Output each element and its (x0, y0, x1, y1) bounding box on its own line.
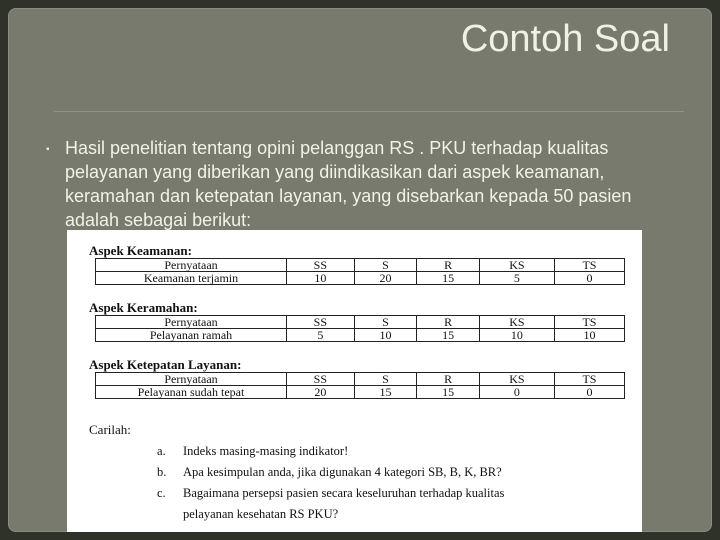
value-cell: 15 (354, 386, 417, 399)
row-label-cell: Keamanan terjamin (96, 272, 287, 285)
table-row (96, 386, 625, 399)
value-cell: 10 (354, 329, 417, 342)
question-item (157, 444, 348, 459)
question-letter: c. (157, 486, 166, 500)
header-cell: R (417, 373, 480, 386)
header-cell: SS (287, 259, 355, 272)
header-cell: KS (479, 373, 554, 386)
table-header-row (96, 316, 625, 329)
table-header-row (96, 373, 625, 386)
header-cell: R (417, 259, 480, 272)
header-cell: Pernyataan (96, 259, 287, 272)
table-row (96, 272, 625, 285)
table-keamanan (95, 258, 625, 285)
question-item (157, 465, 502, 480)
header-cell: KS (479, 259, 554, 272)
header-cell: Pernyataan (96, 373, 287, 386)
value-cell: 5 (479, 272, 554, 285)
header-cell: SS (287, 373, 355, 386)
table-keramahan (95, 315, 625, 342)
question-text: Apa kesimpulan anda, jika digunakan 4 kategori SB, B, K, BR? (183, 465, 502, 479)
table-row (96, 329, 625, 342)
header-cell: R (417, 316, 480, 329)
section-heading-ketepatan: Aspek Ketepatan Layanan: (89, 357, 242, 372)
header-cell: KS (479, 316, 554, 329)
question-text: Bagaimana persepsi pasien secara keseluruhan terhadap kualitas (183, 486, 505, 500)
row-label-cell: Pelayanan sudah tepat (96, 386, 287, 399)
value-cell: 20 (354, 272, 417, 285)
question-text: pelayanan kesehatan RS PKU? (183, 507, 339, 521)
value-cell: 20 (287, 386, 355, 399)
row-label-cell: Pelayanan ramah (96, 329, 287, 342)
header-cell: TS (554, 259, 624, 272)
section-heading-keamanan: Aspek Keamanan: (89, 243, 192, 258)
header-cell: TS (554, 373, 624, 386)
value-cell: 5 (287, 329, 355, 342)
section-heading-keramahan: Aspek Keramahan: (89, 300, 198, 315)
value-cell: 10 (554, 329, 624, 342)
title-divider (54, 111, 684, 112)
table-ketepatan (95, 372, 625, 399)
body-text: Hasil penelitian tentang opini pelanggan RS . PKU terhadap kualitas pelayanan yang diberikan yang diindikasikan dari aspek keamanan, keramahan dan ketepatan layanan, yang disebarkan kepada 50 pasien adalah sebagai berikut: (65, 138, 632, 230)
table-header-row (96, 259, 625, 272)
header-cell: S (354, 316, 417, 329)
bullet-icon: ▪ (46, 144, 50, 155)
carilah-label: Carilah: (89, 422, 131, 437)
header-cell: SS (287, 316, 355, 329)
header-cell: TS (554, 316, 624, 329)
value-cell: 15 (417, 272, 480, 285)
value-cell: 0 (554, 272, 624, 285)
slide (8, 8, 712, 532)
header-cell: S (354, 373, 417, 386)
question-letter: b. (157, 465, 167, 479)
value-cell: 15 (417, 329, 480, 342)
header-cell: S (354, 259, 417, 272)
value-cell: 0 (554, 386, 624, 399)
slide-title: Contoh Soal (460, 18, 670, 60)
question-item (157, 486, 504, 501)
value-cell: 0 (479, 386, 554, 399)
question-letter: a. (157, 444, 166, 458)
question-item (157, 507, 338, 522)
question-text: Indeks masing-masing indikator! (183, 444, 349, 458)
value-cell: 10 (287, 272, 355, 285)
value-cell: 15 (417, 386, 480, 399)
value-cell: 10 (479, 329, 554, 342)
question-sheet (67, 230, 642, 532)
header-cell: Pernyataan (96, 316, 287, 329)
